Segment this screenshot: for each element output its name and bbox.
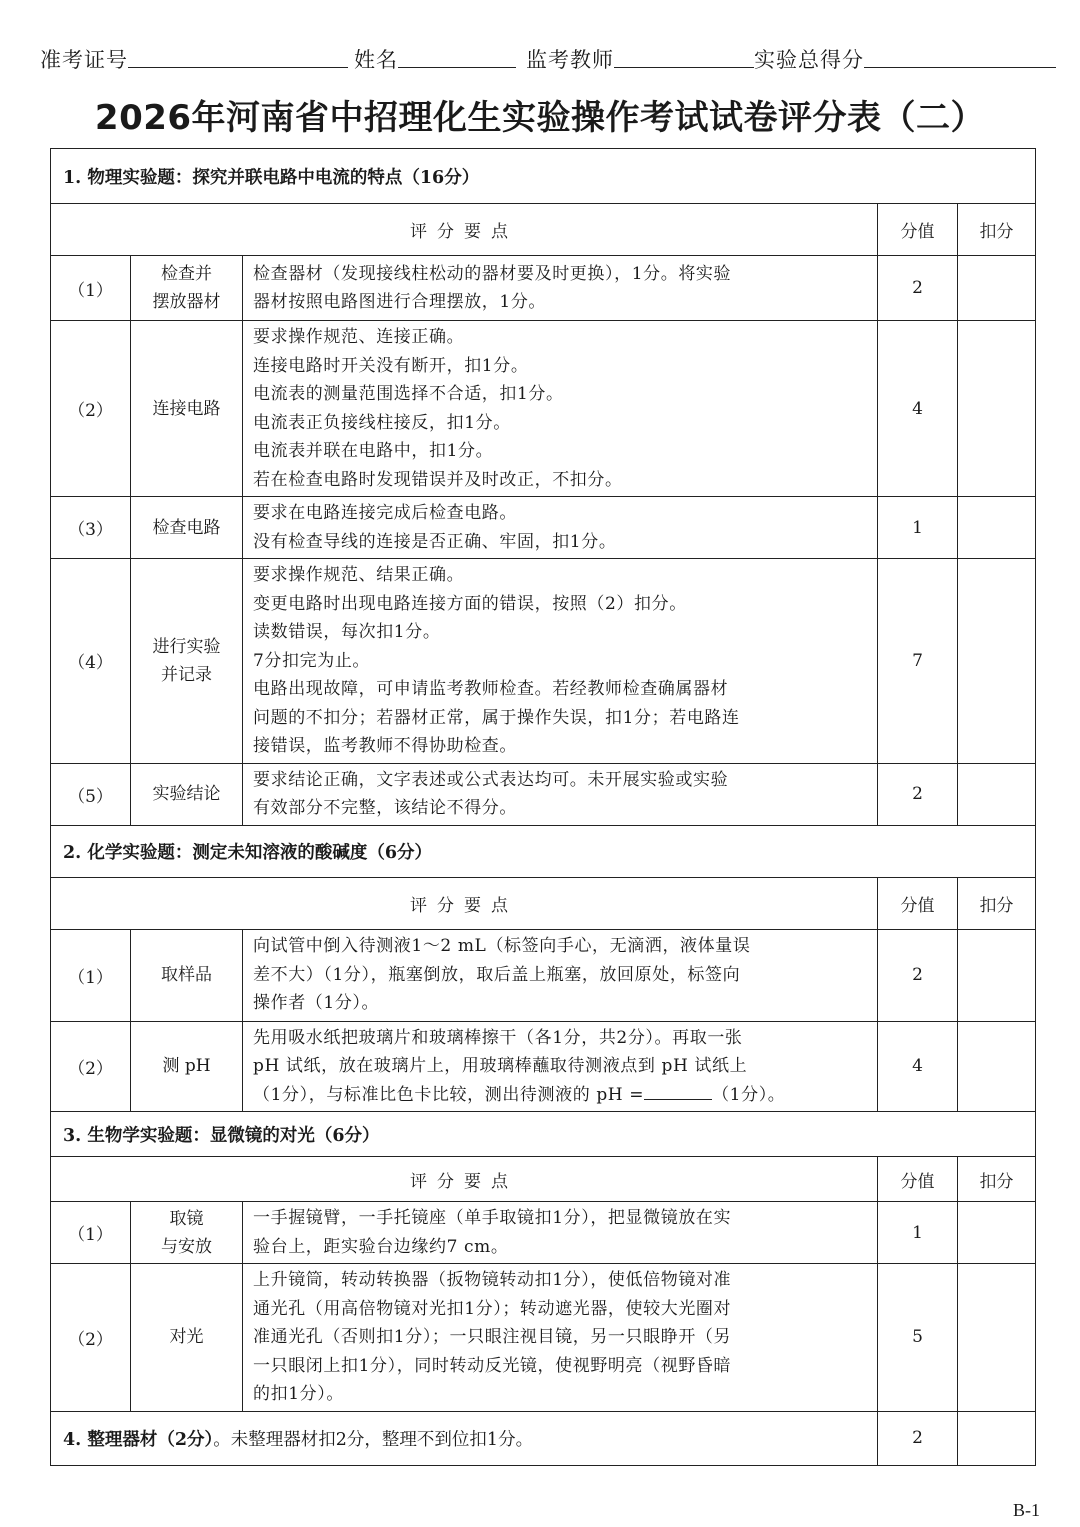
table-row: [51, 256, 1036, 321]
header-deduct: 扣分: [958, 877, 1036, 929]
cleanup-score: 2: [878, 1411, 958, 1465]
item-score: 1: [878, 497, 958, 559]
item-name: 检查电路: [131, 497, 243, 559]
item-score: 2: [878, 256, 958, 321]
proctor-field[interactable]: [614, 66, 754, 68]
item-name: 检查并 摆放器材: [131, 256, 243, 321]
total-score-label: 实验总得分: [754, 48, 864, 72]
item-score: 1: [878, 1202, 958, 1264]
chemistry-section-title: 2. 化学实验题：测定未知溶液的酸碱度（6分）: [51, 825, 1036, 877]
item-number: （1）: [51, 929, 131, 1021]
item-description: 要求操作规范、结果正确。 变更电路时出现电路连接方面的错误，按照（2）扣分。 读数错误，每次扣1分。 7分扣完为止。 电路出现故障，可申请监考教师检查。若经教师检查确属器材 问题的不扣分；若器材正常，属于操作失误，扣1分；若电路连 接错误，监考教师不得协助检查。: [243, 559, 878, 764]
deduct-cell[interactable]: [958, 497, 1036, 559]
item-number: （2）: [51, 1264, 131, 1412]
deduct-cell[interactable]: [958, 1411, 1036, 1465]
header-value: 分值: [878, 877, 958, 929]
item-number: （3）: [51, 497, 131, 559]
item-name: 连接电路: [131, 321, 243, 497]
item-description: 一手握镜臂，一手托镜座（单手取镜扣1分），把显微镜放在实 验台上，距实验台边缘约7 cm。: [243, 1202, 878, 1264]
item-score: 5: [878, 1264, 958, 1412]
item-description: 上升镜筒，转动转换器（扳物镜转动扣1分），使低倍物镜对准 通光孔（用高倍物镜对光扣1分）；转动遮光器，使较大光圈对 准通光孔（否则扣1分）；一只眼注视目镜，另一只眼睁开（另 一只眼闭上扣1分），同时转动反光镜，使视野明亮（视野昏暗 的扣1分）。: [243, 1264, 878, 1412]
deduct-cell[interactable]: [958, 1021, 1036, 1112]
item-description: 先用吸水纸把玻璃片和玻璃棒擦干（各1分，共2分）。再取一张 pH 试纸，放在玻璃片上，用玻璃棒蘸取待测液点到 pH 试纸上 （1分），与标准比色卡比较，测出待测液的 pH = （1分）。: [243, 1021, 878, 1112]
header-value: 分值: [878, 1157, 958, 1202]
scoring-table: [50, 148, 1036, 1466]
table-row: [51, 321, 1036, 497]
header-deduct: 扣分: [958, 1157, 1036, 1202]
deduct-cell[interactable]: [958, 321, 1036, 497]
deduct-cell[interactable]: [958, 929, 1036, 1021]
deduct-cell[interactable]: [958, 1202, 1036, 1264]
deduct-cell[interactable]: [958, 1264, 1036, 1412]
item-name: 实验结论: [131, 763, 243, 825]
item-description: 向试管中倒入待测液1～2 mL（标签向手心，无滴洒，液体量误 差不大）（1分），瓶塞倒放，取后盖上瓶塞，放回原处，标签向 操作者（1分）。: [243, 929, 878, 1021]
item-description: 要求操作规范、连接正确。 连接电路时开关没有断开，扣1分。 电流表的测量范围选择不合适，扣1分。 电流表正负接线柱接反，扣1分。 电流表并联在电路中，扣1分。 若在检查电路时发现错误并及时改正，不扣分。: [243, 321, 878, 497]
exam-id-label: 准考证号: [40, 48, 128, 72]
item-name: 测 pH: [131, 1021, 243, 1112]
item-number: （5）: [51, 763, 131, 825]
table-row: [51, 1021, 1036, 1112]
ph-answer-blank[interactable]: [644, 1081, 712, 1100]
page-title: 2026年河南省中招理化生实验操作考试试卷评分表（二）: [94, 98, 986, 138]
item-description: 要求在电路连接完成后检查电路。 没有检查导线的连接是否正确、牢固，扣1分。: [243, 497, 878, 559]
item-score: 2: [878, 929, 958, 1021]
item-score: 4: [878, 1021, 958, 1112]
item-number: （1）: [51, 256, 131, 321]
physics-section-title: 1. 物理实验题：探究并联电路中电流的特点（16分）: [51, 149, 1036, 204]
table-row: [51, 763, 1036, 825]
biology-section-title: 3. 生物学实验题：显微镜的对光（6分）: [51, 1112, 1036, 1157]
header-value: 分值: [878, 204, 958, 256]
physics-section-row: [51, 149, 1036, 204]
item-description: 要求结论正确，文字表述或公式表达均可。未开展实验或实验 有效部分不完整，该结论不得分。: [243, 763, 878, 825]
table-header-row: [51, 204, 1036, 256]
cleanup-text: 。未整理器材扣2分，整理不到位扣1分。: [213, 1429, 534, 1450]
header-points: 评分要点: [51, 1157, 878, 1202]
cleanup-title: 4. 整理器材（2分）: [63, 1429, 214, 1450]
page-number: B-1: [1013, 1500, 1040, 1520]
table-row: [51, 1264, 1036, 1412]
item-name: 取样品: [131, 929, 243, 1021]
item-score: 4: [878, 321, 958, 497]
item-number: （2）: [51, 1021, 131, 1112]
item-name: 对光: [131, 1264, 243, 1412]
item-description: 检查器材（发现接线柱松动的器材要及时更换），1分。将实验 器材按照电路图进行合理摆放，1分。: [243, 256, 878, 321]
table-header-row: [51, 877, 1036, 929]
total-score-field[interactable]: [864, 66, 1056, 68]
table-row: [51, 929, 1036, 1021]
name-label: 姓名: [354, 48, 398, 72]
deduct-cell[interactable]: [958, 256, 1036, 321]
deduct-cell[interactable]: [958, 763, 1036, 825]
item-number: （2）: [51, 321, 131, 497]
cleanup-row: [51, 1411, 1036, 1465]
proctor-label: 监考教师: [526, 48, 614, 72]
header-points: 评分要点: [51, 204, 878, 256]
deduct-cell[interactable]: [958, 559, 1036, 764]
name-field[interactable]: [398, 66, 516, 68]
item-number: （4）: [51, 559, 131, 764]
exam-id-field[interactable]: [128, 66, 348, 68]
chemistry-section-row: [51, 825, 1036, 877]
table-row: [51, 1202, 1036, 1264]
item-name: 进行实验 并记录: [131, 559, 243, 764]
item-name: 取镜 与安放: [131, 1202, 243, 1264]
cleanup-description: [51, 1411, 878, 1465]
item-number: （1）: [51, 1202, 131, 1264]
item-score: 7: [878, 559, 958, 764]
header-points: 评分要点: [51, 877, 878, 929]
item-score: 2: [878, 763, 958, 825]
table-row: [51, 497, 1036, 559]
candidate-info-line: [40, 40, 1056, 74]
table-header-row: [51, 1157, 1036, 1202]
header-deduct: 扣分: [958, 204, 1036, 256]
biology-section-row: [51, 1112, 1036, 1157]
table-row: [51, 559, 1036, 764]
